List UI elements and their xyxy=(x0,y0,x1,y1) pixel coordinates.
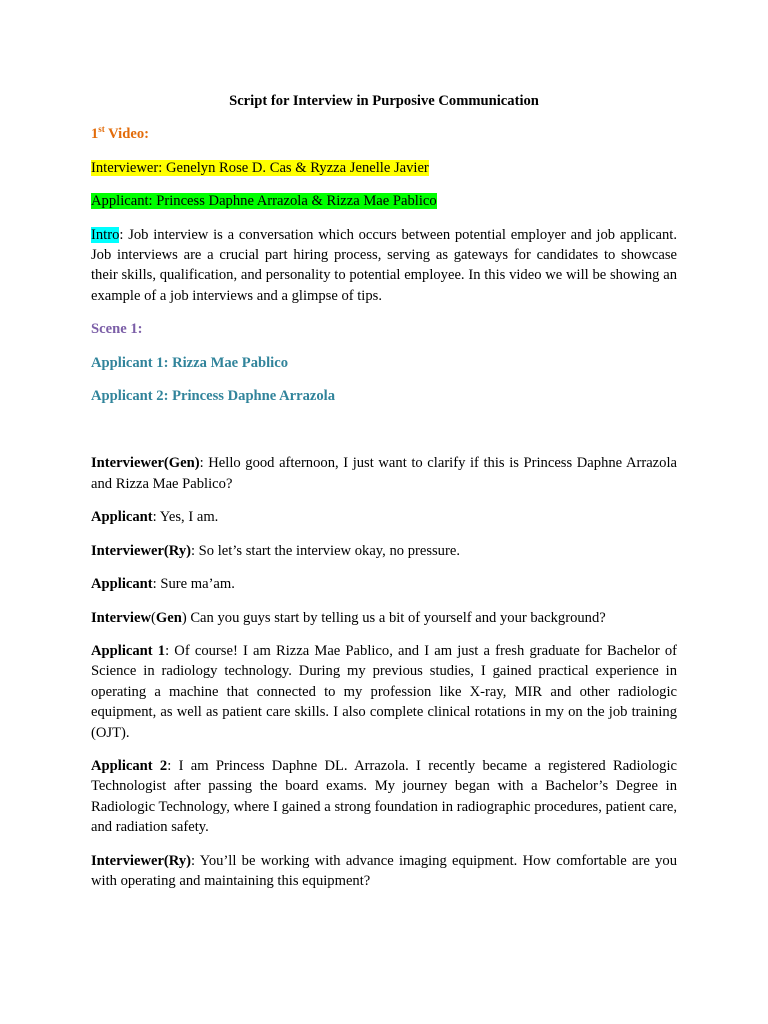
dialogue-text: : Yes, I am. xyxy=(152,509,219,526)
dialogue-text: : You’ll be working with advance imaging equipment. How comfortable are you with operating and maintaining this equipment? xyxy=(91,852,677,889)
speaker: Interview xyxy=(91,609,151,626)
dialogue-line xyxy=(91,608,677,628)
video-label: Video: xyxy=(104,126,149,143)
scene-heading: Scene 1: xyxy=(91,321,143,338)
applicant-line xyxy=(91,191,677,211)
speaker: Applicant xyxy=(91,576,153,593)
speaker: Applicant 1 xyxy=(91,642,166,659)
video-ordinal-suffix: st xyxy=(98,124,105,135)
dialogue-text: : I am Princess Daphne DL. Arrazola. I recently became a registered Radiologic Technologist after passing the board exams. My journey began with a Bachelor’s Degree in Radiologic Technology, where I gained a strong foundation in radiographic procedures, patient care, and radiation safety. xyxy=(91,757,677,836)
interviewer-names: Interviewer: Genelyn Rose D. Cas & Ryzza Jenelle Javier xyxy=(91,159,429,176)
dialogue-line xyxy=(91,756,677,838)
dialogue-line xyxy=(91,541,677,561)
intro-paragraph xyxy=(91,225,677,307)
speaker: Applicant xyxy=(91,509,153,526)
blank-line xyxy=(91,419,677,453)
dialogue-line xyxy=(91,641,677,743)
dialogue-line xyxy=(91,574,677,594)
dialogue-text: : Sure ma’am. xyxy=(152,576,235,593)
speaker: Interviewer(Ry) xyxy=(91,542,191,559)
speaker: Interviewer(Ry) xyxy=(91,852,191,869)
dialogue-line xyxy=(91,851,677,892)
applicant-names: Applicant: Princess Daphne Arrazola & Rizza Mae Pablico xyxy=(91,193,437,210)
dialogue-text: ) Can you guys start by telling us a bit of yourself and your background? xyxy=(181,609,606,626)
speaker-name: Gen xyxy=(155,609,182,626)
speaker-paren: ( xyxy=(150,609,156,626)
intro-text: : Job interview is a conversation which occurs between potential employer and job applicant. Job interviews are a crucial part hiring process, serving as gateways for candidates to showcase their skills, qualification, and personality to potential employee. In this video we will be showing an example of a job interviews and a glimpse of tips. xyxy=(91,226,677,304)
dialogue-line xyxy=(91,507,677,527)
dialogue-text: : Of course! I am Rizza Mae Pablico, and I am just a fresh graduate for Bachelor of Science in radiology technology. During my previous studies, I gained practical experience in operating a machine that connected to my profession like X-ray, MIR and other radiologic equipment, as well as patient care skills. I also complete clinical rotations in my on the job training (OJT). xyxy=(91,642,677,741)
intro-label: Intro xyxy=(91,226,120,243)
video-number: 1 xyxy=(91,126,99,143)
speaker: Interviewer(Gen) xyxy=(91,455,200,472)
applicant-1-heading: Applicant 1: Rizza Mae Pablico xyxy=(91,354,288,371)
speaker: Applicant 2 xyxy=(91,757,168,774)
applicant-2-heading: Applicant 2: Princess Daphne Arrazola xyxy=(91,388,336,405)
document-body xyxy=(91,91,677,904)
dialogue-text: : Hello good afternoon, I just want to clarify if this is Princess Daphne Arrazola and Rizza Mae Pablico? xyxy=(91,455,677,492)
dialogue-line xyxy=(91,453,677,494)
dialogue-text: : So let’s start the interview okay, no pressure. xyxy=(190,542,460,559)
document-title: Script for Interview in Purposive Communication xyxy=(229,93,539,109)
video-heading xyxy=(91,124,677,144)
interviewer-line xyxy=(91,158,677,178)
